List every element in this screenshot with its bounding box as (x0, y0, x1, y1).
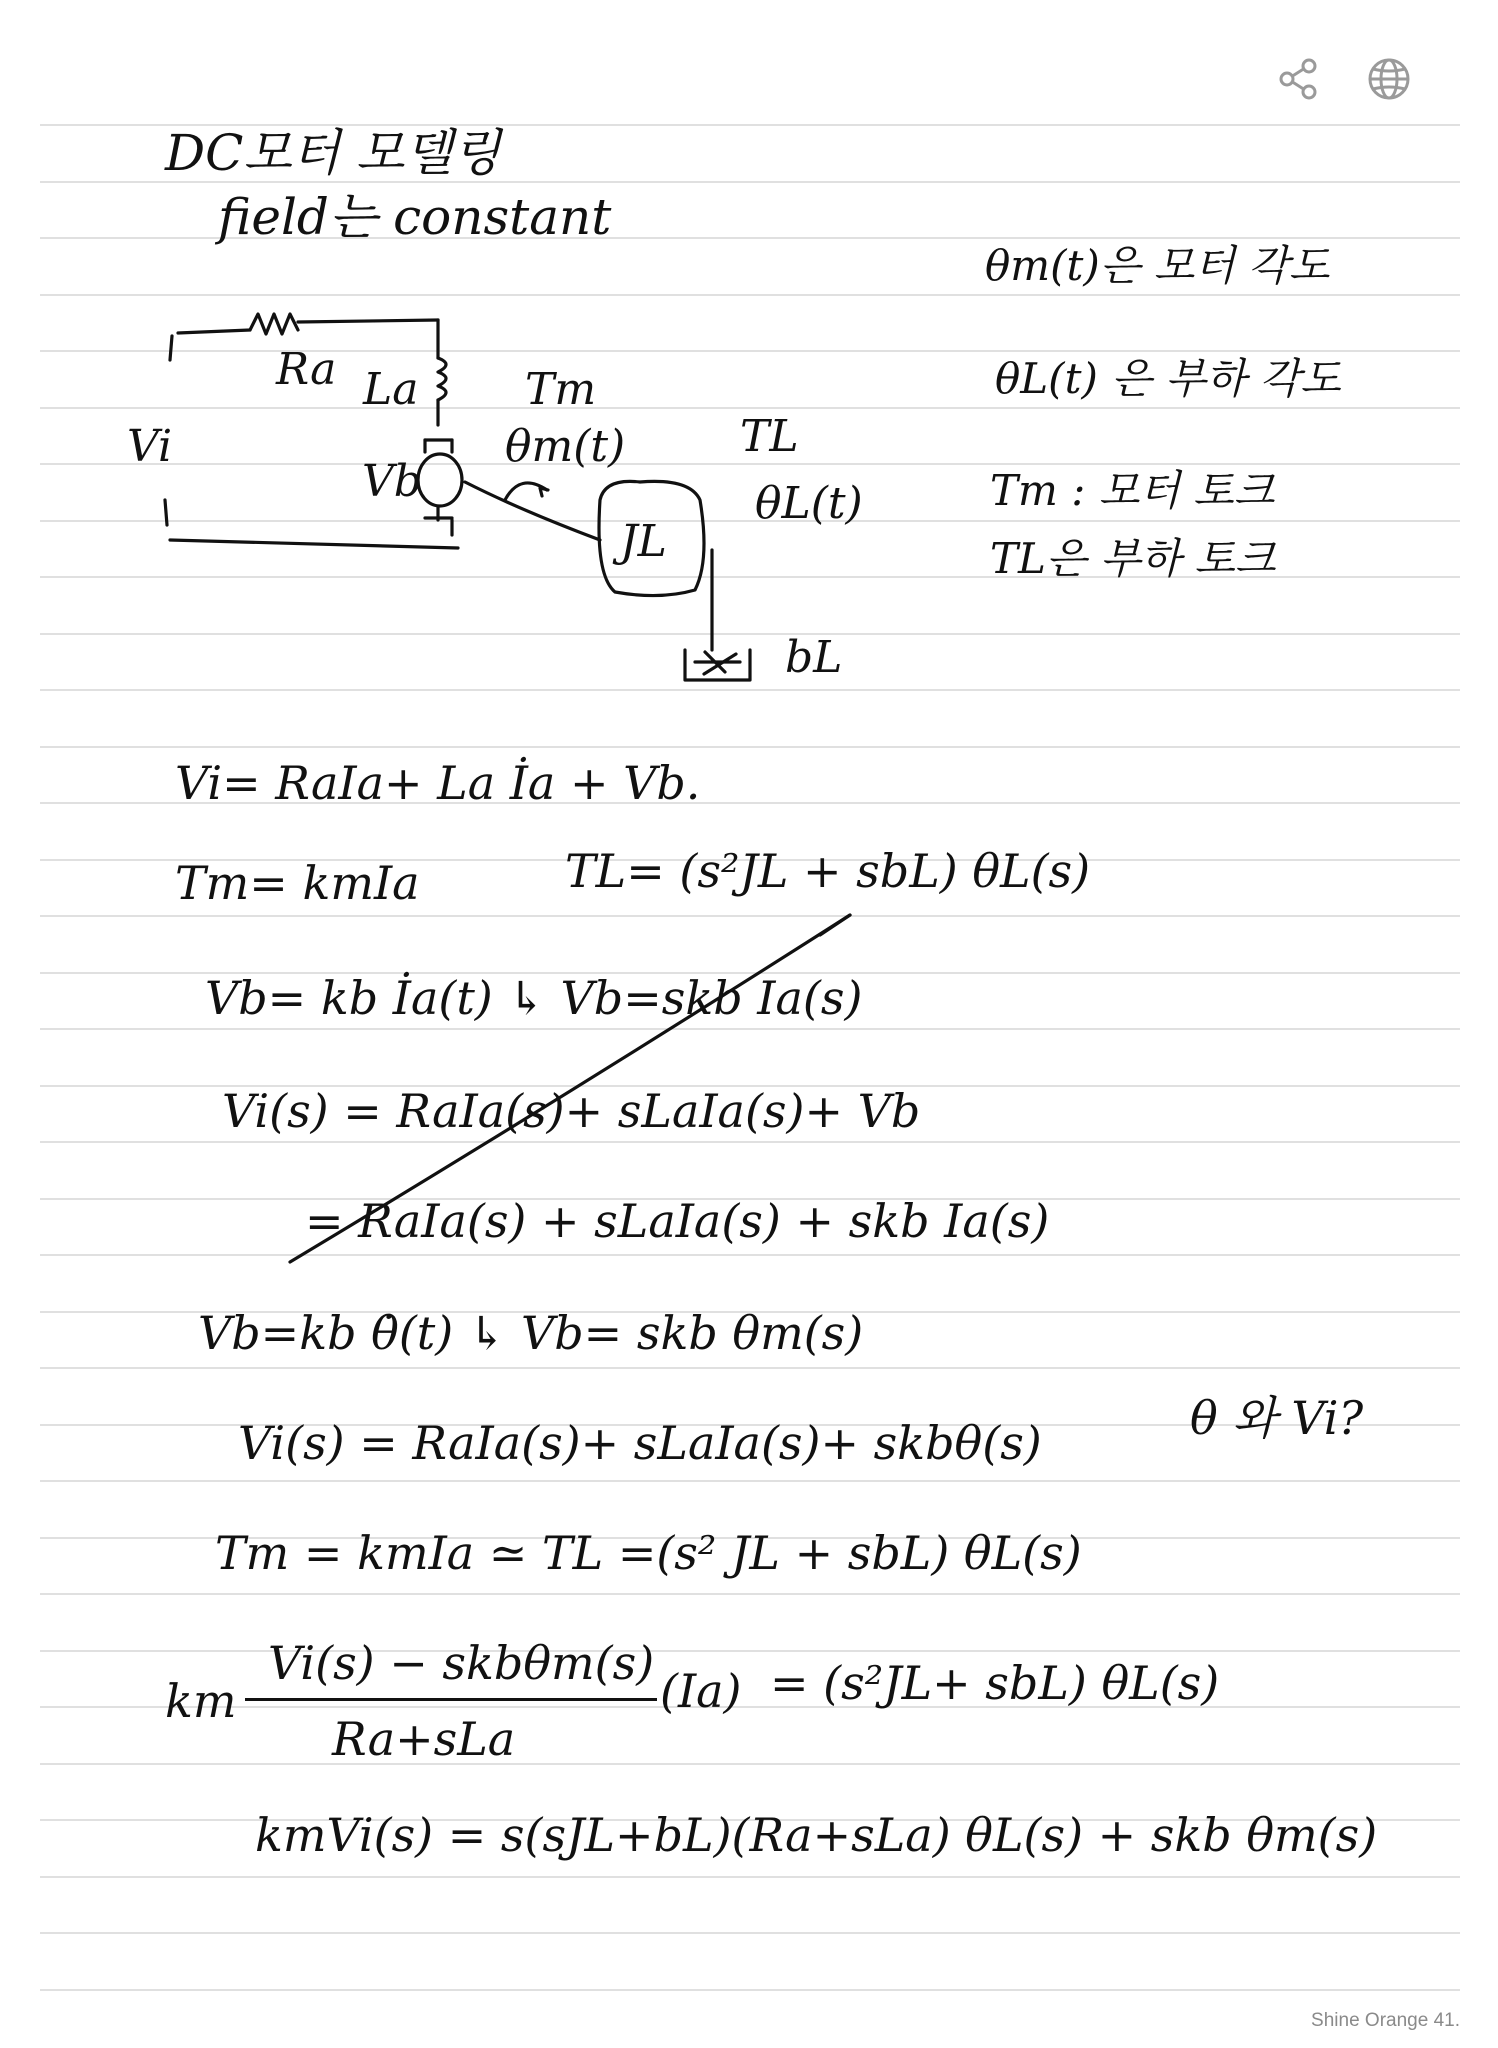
label-ra: Ra (276, 344, 337, 395)
equation-4: Vi(s) = RaIa(s)+ sLaIa(s)+ Vb (222, 1084, 921, 1138)
equation-3: Vb= kb İa(t) ↳ Vb=skb Ia(s) (205, 971, 863, 1025)
label-vb: Vb (362, 456, 422, 507)
equation-10: kmVi(s) = s(sJL+bL)(Ra+sLa) θL(s) + skb θm(s) (255, 1808, 1378, 1862)
globe-icon[interactable] (1365, 55, 1413, 103)
equation-9-numerator: Vi(s) − skbθm(s) (268, 1636, 655, 1690)
label-theta-l: θL(t) (755, 478, 863, 529)
note-tl: TL은 부하 토크 (990, 534, 1276, 583)
label-tl: TL (740, 411, 799, 462)
top-actions (1275, 55, 1413, 103)
footer-brand: Shine Orange 41. (1311, 2010, 1460, 2031)
label-la: La (363, 364, 419, 415)
title-line-1: DC모터 모델링 (165, 124, 501, 182)
label-theta-m: θm(t) (505, 421, 626, 472)
equation-7-note: θ 와 Vi? (1190, 1391, 1364, 1445)
equation-9-rhs: = (s²JL+ sbL) θL(s) (770, 1656, 1220, 1710)
label-tm: Tm (525, 364, 597, 415)
equation-2a: Tm= kmIa (175, 856, 420, 910)
label-jl: JL (620, 516, 667, 567)
equation-2b: TL= (s²JL + sbL) θL(s) (565, 844, 1091, 898)
label-vi: Vi (127, 421, 173, 472)
note-theta-m: θm(t)은 모터 각도 (985, 241, 1330, 290)
equation-5: = RaIa(s) + sLaIa(s) + skb Ia(s) (305, 1194, 1050, 1248)
label-bl: bL (785, 632, 843, 683)
note-theta-l: θL(t) 은 부하 각도 (995, 354, 1341, 403)
equation-9-km: km (165, 1674, 237, 1728)
equation-9-fraction-bar (245, 1698, 657, 1701)
equation-1: Vi= RaIa+ La İa + Vb. (175, 756, 701, 810)
equation-8: Tm = kmIa ≃ TL =(s² JL + sbL) θL(s) (215, 1526, 1082, 1580)
note-tm: Tm : 모터 토크 (990, 466, 1275, 515)
title-line-2: field는 constant (218, 188, 612, 246)
share-icon[interactable] (1275, 55, 1323, 103)
equation-9-denominator: Ra+sLa (332, 1712, 516, 1766)
equation-7: Vi(s) = RaIa(s)+ sLaIa(s)+ skbθ(s) (238, 1416, 1042, 1470)
equation-9-ia: (Ia) (660, 1664, 742, 1718)
equation-6: Vb=kb θ̇(t) ↳ Vb= skb θm(s) (198, 1306, 864, 1360)
